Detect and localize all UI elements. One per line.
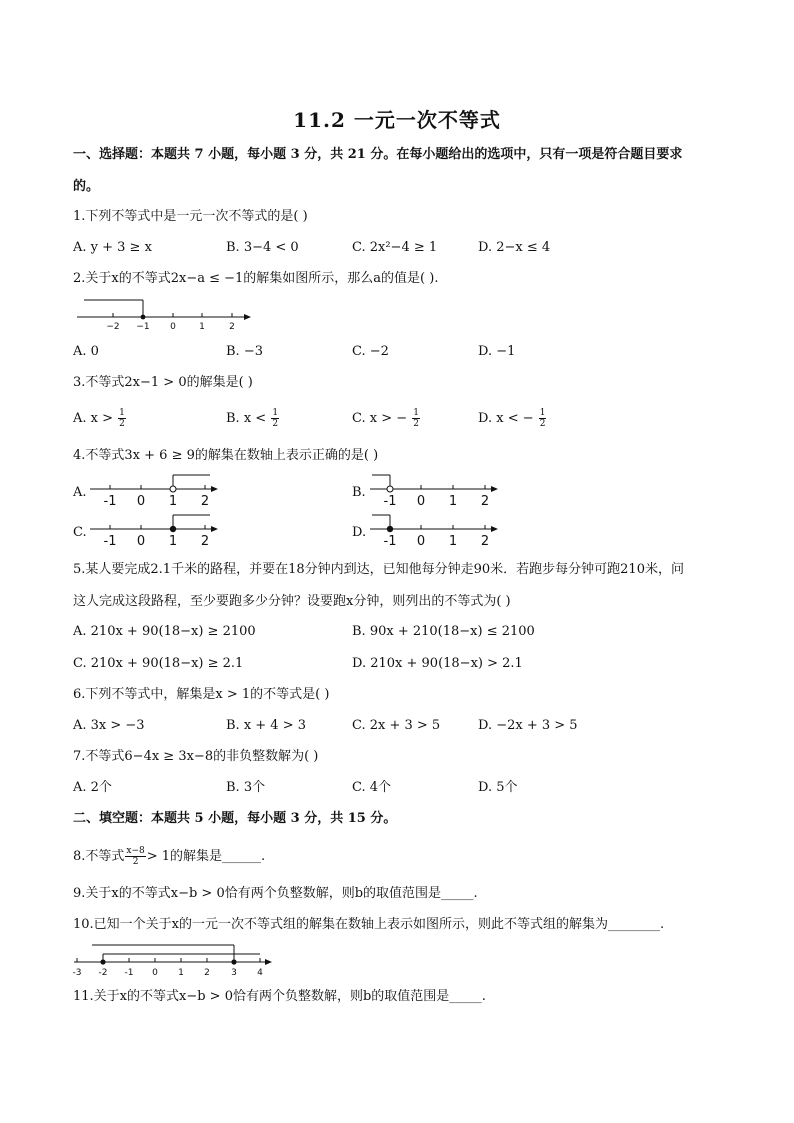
q3-option-b: B. x < $\frac{1}{2}$ bbox=[226, 408, 279, 429]
q2-tick-label: −2 bbox=[106, 322, 120, 332]
svg-text:4: 4 bbox=[257, 968, 263, 978]
q2-option-c: C. −2 bbox=[352, 344, 389, 359]
svg-text:-3: -3 bbox=[72, 968, 82, 978]
q6-stem: 6.下列不等式中，解集是x > 1的不等式是( ) bbox=[73, 687, 330, 702]
q10-number-line bbox=[72, 942, 277, 978]
svg-text:-2: -2 bbox=[98, 968, 108, 978]
q2-tick-label: 0 bbox=[170, 322, 176, 332]
svg-text:-1: -1 bbox=[103, 534, 117, 549]
q8-stem: 8.不等式 $\frac{x-8}{2}$ > 1的解集是______. bbox=[73, 846, 266, 867]
svg-text:2: 2 bbox=[204, 968, 210, 978]
svg-text:1: 1 bbox=[448, 494, 458, 509]
section1-heading: 一、选择题：本题共 7 小题，每小题 3 分，共 21 分。在每小题给出的选项中，只有一项是符合题目要求 bbox=[73, 147, 683, 162]
svg-text:-1: -1 bbox=[103, 494, 117, 509]
svg-text:0: 0 bbox=[136, 494, 146, 509]
q4-option-d-number-line bbox=[368, 512, 508, 550]
q5-stem: 5.某人要完成2.1千米的路程，并要在18分钟内到达，已知他每分钟走90米．若跑步每分钟可跑210米，问 bbox=[73, 562, 684, 577]
svg-text:-1: -1 bbox=[124, 968, 134, 978]
q7-option-c: C. 4个 bbox=[352, 780, 392, 795]
q4-option-b-label: B. bbox=[352, 485, 366, 500]
q4-option-a-number-line bbox=[88, 472, 228, 510]
q3-option-a: A. x > $\frac{1}{2}$ bbox=[73, 408, 125, 429]
q3-option-c: C. x > − $\frac{1}{2}$ bbox=[352, 408, 420, 429]
q2-tick-label: −1 bbox=[136, 322, 150, 332]
section2-heading: 二、填空题：本题共 5 小题，每小题 3 分，共 15 分。 bbox=[73, 811, 397, 826]
q1-option-b: B. 3−4 < 0 bbox=[226, 240, 299, 255]
svg-text:2: 2 bbox=[200, 494, 210, 509]
q2-number-line bbox=[75, 296, 255, 332]
q5-option-c: C. 210x + 90(18−x) ≥ 2.1 bbox=[73, 656, 244, 671]
q2-option-a: A. 0 bbox=[73, 344, 99, 359]
q5-option-d: D. 210x + 90(18−x) > 2.1 bbox=[352, 656, 523, 671]
page-title: 11.2 一元一次不等式 bbox=[293, 108, 501, 132]
q4-option-b-number-line bbox=[368, 472, 508, 510]
q9-stem: 9.关于x的不等式x−b > 0恰有两个负整数解，则b的取值范围是_____. bbox=[73, 886, 478, 901]
q6-option-c: C. 2x + 3 > 5 bbox=[352, 718, 441, 733]
q1-stem: 1.下列不等式中是一元一次不等式的是( ) bbox=[73, 209, 308, 224]
svg-text:1: 1 bbox=[178, 968, 184, 978]
q7-stem: 7.不等式6−4x ≥ 3x−8的非负整数解为( ) bbox=[73, 749, 319, 764]
q5-option-b: B. 90x + 210(18−x) ≤ 2100 bbox=[352, 624, 535, 639]
q1-option-c: C. 2x²−4 ≥ 1 bbox=[352, 240, 438, 255]
svg-text:3: 3 bbox=[231, 968, 237, 978]
q2-tick-label: 2 bbox=[229, 322, 235, 332]
svg-text:-1: -1 bbox=[383, 534, 397, 549]
q1-option-a: A. y + 3 ≥ x bbox=[73, 240, 152, 255]
q1-option-d: D. 2−x ≤ 4 bbox=[478, 240, 551, 255]
q7-option-d: D. 5个 bbox=[478, 780, 518, 795]
svg-text:1: 1 bbox=[168, 494, 178, 509]
svg-text:1: 1 bbox=[448, 534, 458, 549]
q6-option-d: D. −2x + 3 > 5 bbox=[478, 718, 578, 733]
svg-text:0: 0 bbox=[416, 534, 426, 549]
q2-option-b: B. −3 bbox=[226, 344, 263, 359]
svg-text:-1: -1 bbox=[383, 494, 397, 509]
svg-text:2: 2 bbox=[480, 534, 490, 549]
q2-stem: 2.关于x的不等式2x−a ≤ −1的解集如图所示，那么a的值是( ). bbox=[73, 271, 439, 286]
q5-option-a: A. 210x + 90(18−x) ≥ 2100 bbox=[73, 624, 256, 639]
q11-stem: 11.关于x的不等式x−b > 0恰有两个负整数解，则b的取值范围是_____. bbox=[73, 989, 486, 1004]
q4-stem: 4.不等式3x + 6 ≥ 9的解集在数轴上表示正确的是( ) bbox=[73, 448, 379, 463]
q7-option-b: B. 3个 bbox=[226, 780, 266, 795]
q2-tick-label: 1 bbox=[199, 322, 205, 332]
svg-text:1: 1 bbox=[168, 534, 178, 549]
svg-text:2: 2 bbox=[480, 494, 490, 509]
q6-option-a: A. 3x > −3 bbox=[73, 718, 145, 733]
q4-option-a-label: A. bbox=[73, 485, 87, 500]
q10-stem: 10.已知一个关于x的一元一次不等式组的解集在数轴上表示如图所示，则此不等式组的解集为________. bbox=[73, 917, 665, 932]
svg-text:0: 0 bbox=[152, 968, 158, 978]
section1-heading-cont: 的。 bbox=[73, 179, 100, 194]
q3-option-d: D. x < − $\frac{1}{2}$ bbox=[478, 408, 546, 429]
q4-option-d-label: D. bbox=[352, 525, 367, 540]
q2-option-d: D. −1 bbox=[478, 344, 516, 359]
svg-text:0: 0 bbox=[416, 494, 426, 509]
svg-text:0: 0 bbox=[136, 534, 146, 549]
q4-option-c-label: C. bbox=[73, 525, 87, 540]
q4-option-c-number-line bbox=[88, 512, 228, 550]
q7-option-a: A. 2个 bbox=[73, 780, 112, 795]
q5-stem-cont: 这人完成这段路程，至少要跑多少分钟？设要跑x分钟，则列出的不等式为( ) bbox=[73, 594, 511, 609]
q3-stem: 3.不等式2x−1 > 0的解集是( ) bbox=[73, 375, 253, 390]
svg-text:2: 2 bbox=[200, 534, 210, 549]
q6-option-b: B. x + 4 > 3 bbox=[226, 718, 307, 733]
